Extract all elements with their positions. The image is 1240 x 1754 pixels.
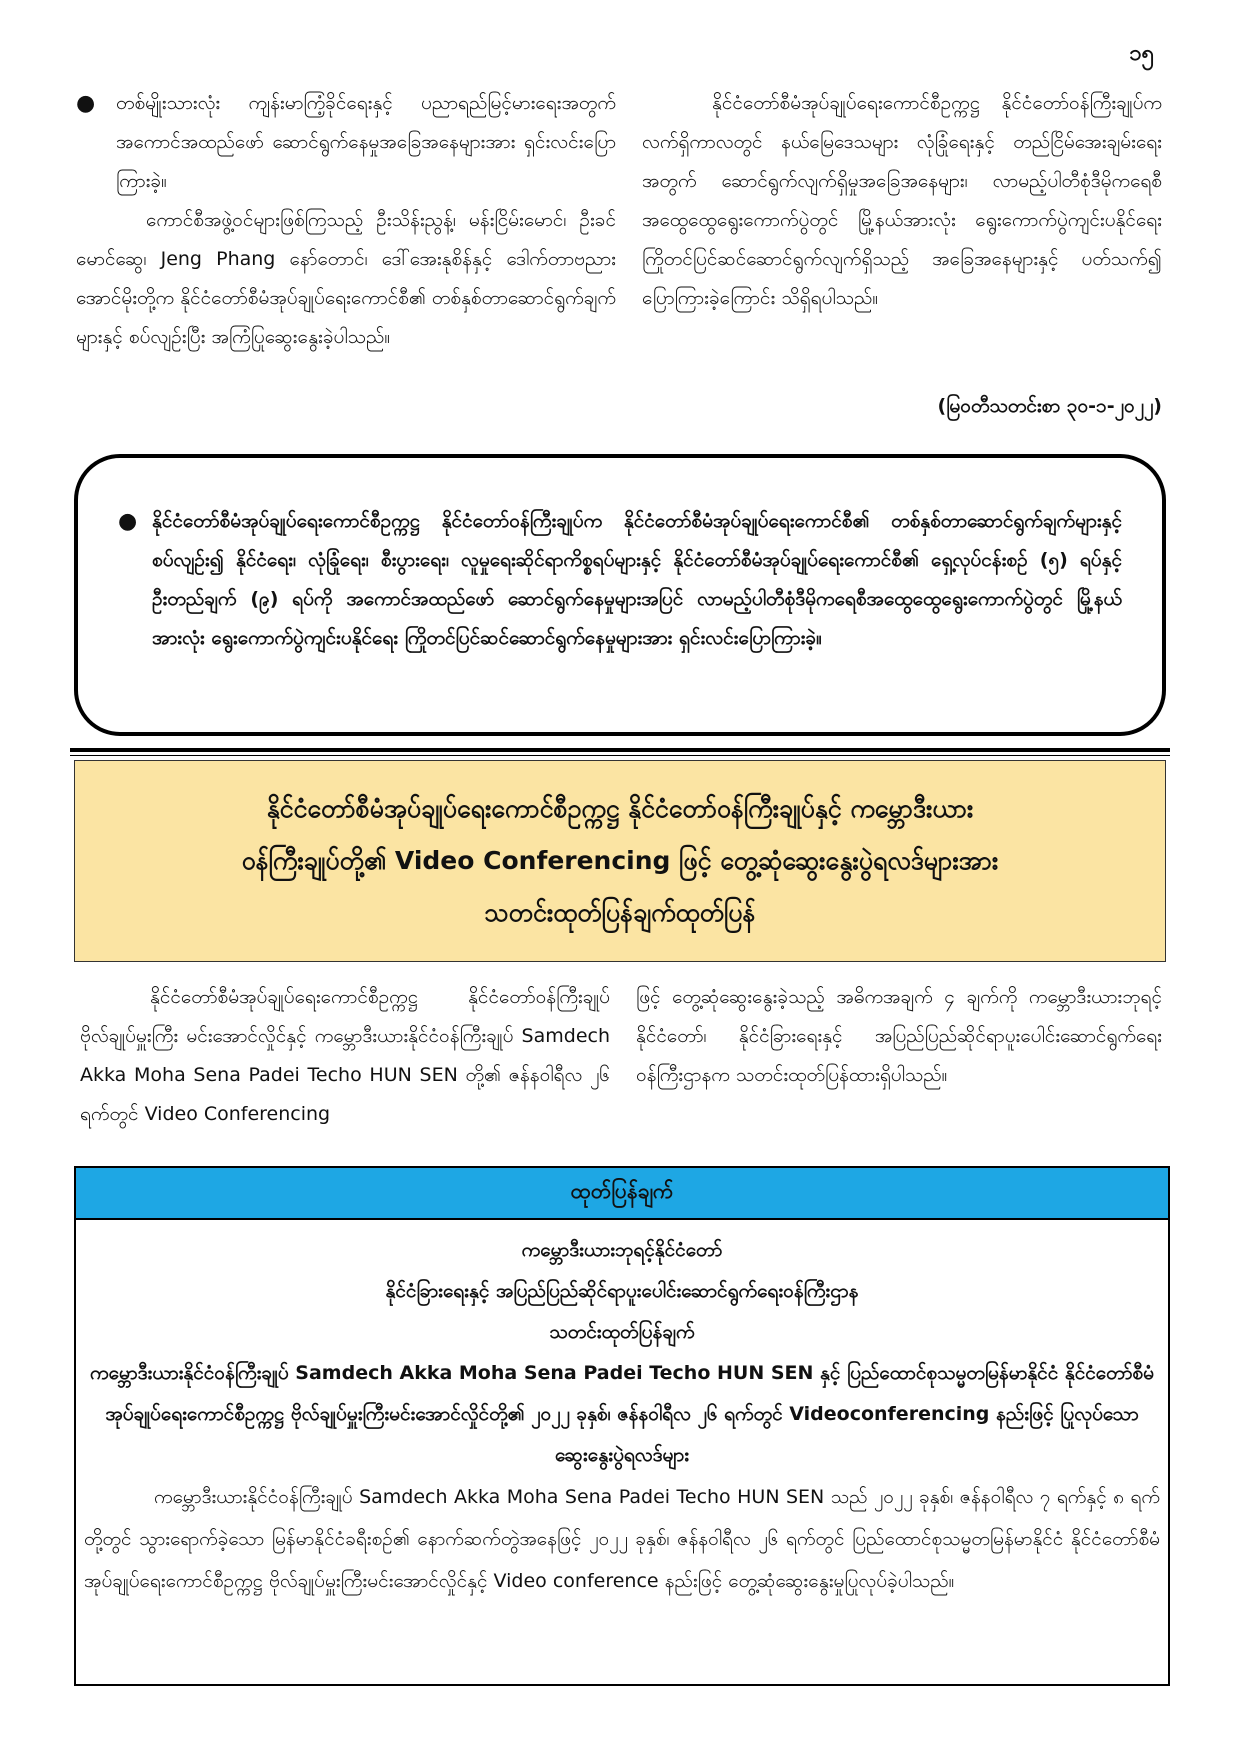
highlight-box bbox=[74, 454, 1166, 736]
section-divider-thin bbox=[70, 755, 1170, 756]
left-bullet-text: တစ်မျိုးသားလုံး ကျန်းမာကြံ့ခိုင်ရေးနှင့် ပညာရည်မြင့်မားရေးအတွက် အကောင်အထည်ဖော် ဆောင်ရွက်နေမှုအခြေအနေများအား ရှင်းလင်းပြောကြားခဲ့။ bbox=[116, 92, 616, 192]
left-paragraph: ကောင်စီအဖွဲ့ဝင်များဖြစ်ကြသည့် ဦးသိန်းညွန့်၊ မန်းငြိမ်းမောင်၊ ဦးခင်မောင်ဆွေ၊ Jeng Phang နော်တောင်၊ ဒေါ်အေးနုစိန်နှင့် ဒေါက်တာဗညားအောင်မိုးတို့က နိုင်ငံတော်စီမံအုပ်ချုပ်ရေးကောင်စီ၏ တစ်နှစ်တာဆောင်ရွက်ချက်များနှင့် စပ်လျဉ်းပြီး အကြံပြုဆွေးနွေးခဲ့ပါသည်။ bbox=[76, 209, 616, 348]
statement-header: ထုတ်ပြန်ချက် bbox=[76, 1168, 1168, 1220]
headline bbox=[242, 783, 999, 939]
source-citation: (မြဝတီသတင်းစာ ၃၀-၁-၂၀၂၂) bbox=[937, 395, 1162, 417]
left-bullet-item bbox=[76, 84, 616, 201]
bullet-icon: ● bbox=[76, 91, 96, 116]
statement-issuer: ကမ္ဘောဒီးယားဘုရင့်နိုင်ငံတော် bbox=[521, 1239, 723, 1261]
statement-ministry: နိုင်ငံခြားရေးနှင့် အပြည်ပြည်ဆိုင်ရာပူးပေါင်းဆောင်ရွက်ရေးဝန်ကြီးဌာန bbox=[385, 1280, 859, 1302]
statement-text: ကမ္ဘောဒီးယားနိုင်ငံဝန်ကြီးချုပ် Samdech Akka Moha Sena Padei Techo HUN SEN သည် ၂၀၂၂ ခုနှစ်၊ ဇန်နဝါရီလ ၇ ရက်နှင့် ၈ ရက်တို့တွင် သွားရောက်ခဲ့သော မြန်မာနိုင်ငံခရီးစဉ်၏ နောက်ဆက်တွဲအနေဖြင့် ၂၀၂၂ ခုနှစ်၊ ဇန်နဝါရီလ ၂၆ ရက်တွင် ပြည်ထောင်စုသမ္မတမြန်မာနိုင်ငံ နိုင်ငံတော်စီမံအုပ်ချုပ်ရေးကောင်စီဥက္ကဋ္ဌ ဗိုလ်ချုပ်မှူးကြီးမင်းအောင်လှိုင်နှင့် Video conference နည်းဖြင့် တွေ့ဆုံဆွေးနွေးမှုပြုလုပ်ခဲ့ပါသည်။ bbox=[84, 1486, 1160, 1592]
middle-left-paragraph: နိုင်ငံတော်စီမံအုပ်ချုပ်ရေးကောင်စီဥက္ကဋ္ဌ နိုင်ငံတော်ဝန်ကြီးချုပ် ဗိုလ်ချုပ်မှူးကြီး မင်းအောင်လှိုင်နှင့် ကမ္ဘောဒီးယားနိုင်ငံဝန်ကြီးချုပ် Samdech Akka Moha Sena Padei Techo HUN SEN တို့၏ ဇန်နဝါရီလ ၂၆ ရက်တွင် Video Conferencing bbox=[80, 986, 610, 1125]
highlight-bullet-item bbox=[118, 502, 1122, 658]
middle-left-column bbox=[80, 978, 610, 1134]
left-column bbox=[76, 84, 616, 357]
bullet-icon: ● bbox=[118, 509, 138, 534]
page-number: ၁၅ bbox=[1129, 41, 1154, 66]
headline-box bbox=[74, 760, 1166, 962]
middle-right-column bbox=[636, 978, 1162, 1095]
right-column bbox=[642, 84, 1162, 318]
right-paragraph: နိုင်ငံတော်စီမံအုပ်ချုပ်ရေးကောင်စီဥက္ကဋ္ဌ နိုင်ငံတော်ဝန်ကြီးချုပ်က လက်ရှိကာလတွင် နယ်မြေဒေသများ လုံခြုံရေးနှင့် တည်ငြိမ်အေးချမ်းရေးအတွက် ဆောင်ရွက်လျက်ရှိမှုအခြေအနေများ၊ လာမည့်ပါတီစုံဒီမိုကရေစီအထွေထွေရွေးကောက်ပွဲတွင် မြို့နယ်အားလုံး ရွေးကောက်ပွဲကျင်းပနိုင်ရေး ကြိုတင်ပြင်ဆင်ဆောင်ရွက်လျက်ရှိသည့် အခြေအနေများနှင့် ပတ်သက်၍ ပြောကြားခဲ့ကြောင်း သိရှိရပါသည်။ bbox=[642, 92, 1162, 309]
headline-line-1: နိုင်ငံတော်စီမံအုပ်ချုပ်ရေးကောင်စီဥက္ကဋ္ဌ နိုင်ငံတော်ဝန်ကြီးချုပ်နှင့် ကမ္ဘောဒီးယား bbox=[266, 794, 974, 823]
statement-box bbox=[74, 1166, 1170, 1686]
headline-line-2: ဝန်ကြီးချုပ်တို့၏ Video Conferencing ဖြင့် တွေ့ဆုံဆွေးနွေးပွဲရလဒ်များအား bbox=[241, 846, 999, 875]
highlight-bullet-text: နိုင်ငံတော်စီမံအုပ်ချုပ်ရေးကောင်စီဥက္ကဋ္ဌ နိုင်ငံတော်ဝန်ကြီးချုပ်က နိုင်ငံတော်စီမံအုပ်ချုပ်ရေးကောင်စီ၏ တစ်နှစ်တာဆောင်ရွက်ချက်များနှင့်စပ်လျဉ်း၍ နိုင်ငံရေး၊ လုံခြုံရေး၊ စီးပွားရေး၊ လူမှုရေးဆိုင်ရာကိစ္စရပ်များနှင့် နိုင်ငံတော်စီမံအုပ်ချုပ်ရေးကောင်စီ၏ ရှေ့လုပ်ငန်းစဉ် (၅) ရပ်နှင့် ဦးတည်ချက် (၉) ရပ်ကို အကောင်အထည်ဖော် ဆောင်ရွက်နေမှုများအပြင် လာမည့်ပါတီစုံဒီမိုကရေစီအထွေထွေရွေးကောက်ပွဲတွင် မြို့နယ်အားလုံး ရွေးကောက်ပွဲကျင်းပနိုင်ရေး ကြိုတင်ပြင်ဆင်ဆောင်ရွက်နေမှုများအား ရှင်းလင်းပြောကြားခဲ့။ bbox=[152, 510, 1122, 649]
statement-type: သတင်းထုတ်ပြန်ချက် bbox=[549, 1321, 695, 1343]
section-divider bbox=[70, 748, 1170, 752]
middle-right-paragraph: ဖြင့် တွေ့ဆုံဆွေးနွေးခဲ့သည့် အဓိကအချက် ၄ ချက်ကို ကမ္ဘောဒီးယားဘုရင့်နိုင်ငံတော်၊ နိုင်ငံခြားရေးနှင့် အပြည်ပြည်ဆိုင်ရာပူးပေါင်းဆောင်ရွက်ရေးဝန်ကြီးဌာနက သတင်းထုတ်ပြန်ထားရှိပါသည်။ bbox=[636, 986, 1162, 1086]
headline-line-3: သတင်းထုတ်ပြန်ချက်ထုတ်ပြန် bbox=[484, 898, 756, 927]
statement-title: ကမ္ဘောဒီးယားနိုင်ငံဝန်ကြီးချုပ် Samdech Akka Moha Sena Padei Techo HUN SEN နှင့် ပြည်ထောင်စုသမ္မတမြန်မာနိုင်ငံ နိုင်ငံတော်စီမံအုပ်ချုပ်ရေးကောင်စီဥက္ကဋ္ဌ ဗိုလ်ချုပ်မှူးကြီးမင်းအောင်လှိုင်တို့၏ ၂၀၂၂ ခုနှစ်၊ ဇန်နဝါရီလ ၂၆ ရက်တွင် Videoconferencing နည်းဖြင့် ပြုလုပ်သော ဆွေးနွေးပွဲရလဒ်များ bbox=[90, 1362, 1154, 1466]
statement-body bbox=[76, 1220, 1168, 1602]
